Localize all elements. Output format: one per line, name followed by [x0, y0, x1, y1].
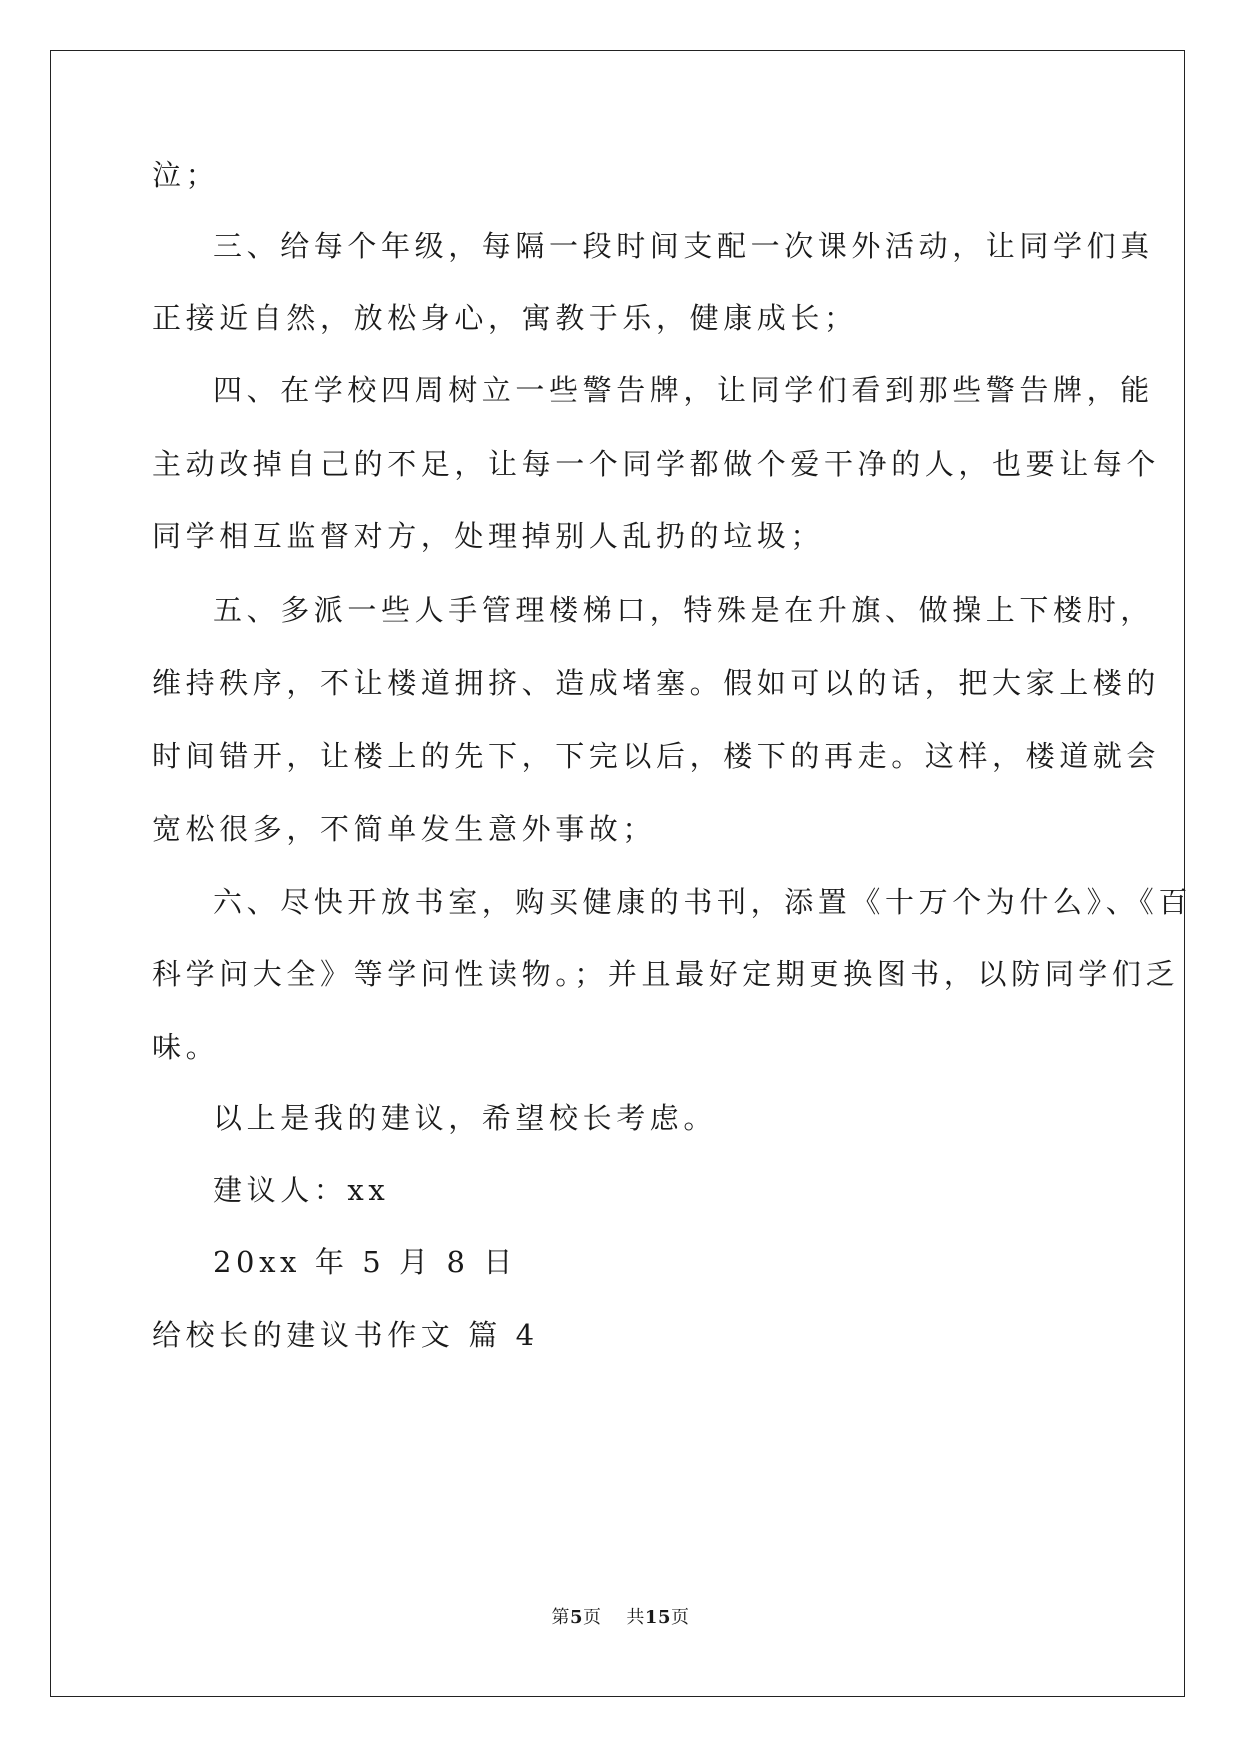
- text-line-1: 泣；: [152, 158, 220, 192]
- text-line-4: 四、在学校四周树立一些警告牌，让同学们看到那些警告牌，能: [213, 373, 1154, 407]
- text-line-5: 主动改掉自己的不足，让每一个同学都做个爱干净的人，也要让每个: [152, 447, 1161, 481]
- page-footer: [0, 1603, 1241, 1629]
- text-line-8: 维持秩序，不让楼道拥挤、造成堵塞。假如可以的话，把大家上楼的: [152, 666, 1161, 700]
- date-line: 20xx 年 5 月 8 日: [213, 1245, 518, 1279]
- section-heading: 给校长的建议书作文 篇 4: [152, 1318, 539, 1352]
- text-line-11: 六、尽快开放书室，购买健康的书刊，添置《十万个为什么》、《百: [213, 885, 1193, 919]
- signature-line: 建议人：xx: [213, 1173, 390, 1207]
- text-line-7: 五、多派一些人手管理楼梯口，特殊是在升旗、做操上下楼肘，: [213, 593, 1154, 627]
- text-line-12: 科学问大全》等学问性读物。；并且最好定期更换图书，以防同学们乏: [152, 957, 1180, 991]
- closing-line: 以上是我的建议，希望校长考虑。: [213, 1101, 718, 1135]
- text-line-9: 时间错开，让楼上的先下，下完以后，楼下的再走。这样，楼道就会: [152, 739, 1161, 773]
- footer-suffix: 页: [670, 1607, 690, 1628]
- text-line-10: 宽松很多，不简单发生意外事故；: [152, 812, 657, 846]
- text-line-3: 正接近自然，放松身心，寓教于乐，健康成长；: [152, 301, 858, 335]
- text-line-2: 三、给每个年级，每隔一段时间支配一次课外活动，让同学们真: [213, 229, 1154, 263]
- footer-prefix: 第: [551, 1607, 570, 1628]
- footer-page-number: 5: [570, 1607, 584, 1628]
- text-line-13: 味。: [152, 1030, 220, 1064]
- page-border: [50, 50, 1185, 1697]
- footer-total-pages: 15: [644, 1607, 671, 1628]
- footer-middle: 页 共: [583, 1607, 645, 1628]
- text-line-6: 同学相互监督对方，处理掉别人乱扔的垃圾；: [152, 519, 825, 553]
